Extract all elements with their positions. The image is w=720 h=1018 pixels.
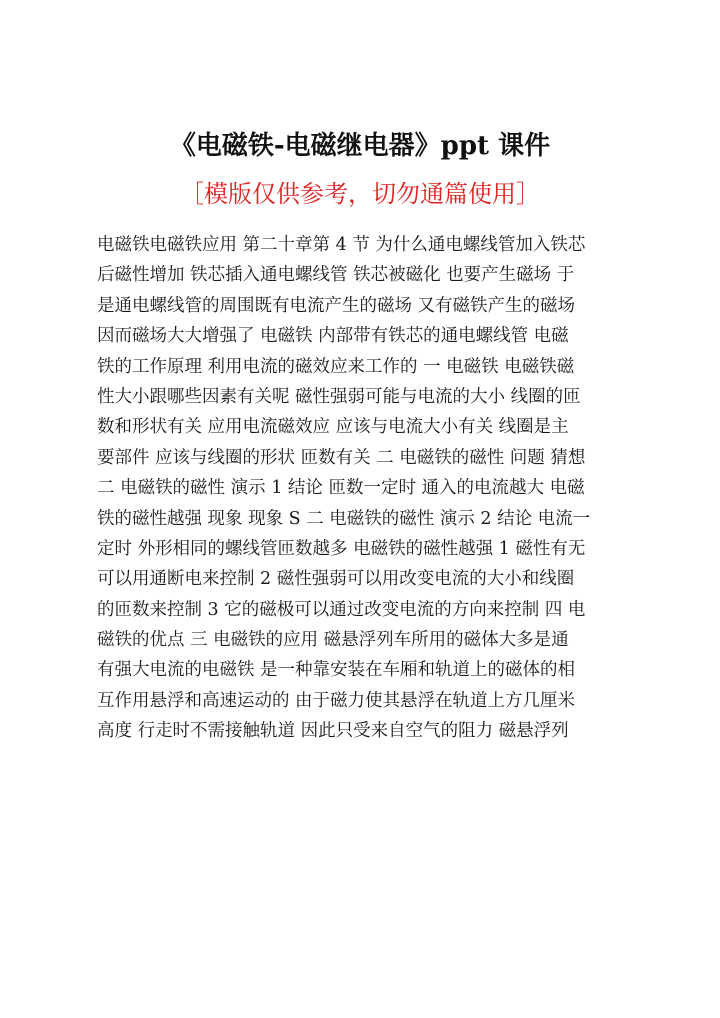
body-line: 二 电磁铁的磁性 演示 1 结论 匝数一定时 通入的电流越大 电磁: [97, 478, 585, 499]
body-line: 电磁铁电磁铁应用 第二十章第 4 节 为什么通电螺线管加入铁芯: [97, 235, 586, 255]
body-line: 因而磁场大大增强了 电磁铁 内部带有铁芯的通电螺线管 电磁: [97, 326, 569, 347]
body-line: 铁的工作原理 利用电流的磁效应来工作的 一 电磁铁 电磁铁磁: [97, 356, 575, 377]
document-body: [97, 230, 632, 747]
document-title: 《电磁铁-电磁继电器》ppt 课件: [169, 131, 551, 161]
body-line: 高度 行走时不需接触轨道 因此只受来自空气的阻力 磁悬浮列: [97, 721, 569, 742]
body-line: 定时 外形相同的螺线管匝数越多 电磁铁的磁性越强 1 磁性有无: [97, 538, 586, 559]
body-line: 数和形状有关 应用电流磁效应 应该与电流大小有关 线圈是主: [97, 417, 569, 438]
body-line: 铁的磁性越强 现象 现象 S 二 电磁铁的磁性 演示 2 结论 电流一: [97, 508, 591, 529]
body-line: 性大小跟哪些因素有关呢 磁性强弱可能与电流的大小 线圈的匝: [97, 386, 581, 407]
body-line: 有强大电流的电磁铁 是一种靠安装在车厢和轨道上的磁体的相: [97, 660, 576, 681]
body-line: 可以用通断电来控制 2 磁性强弱可以用改变电流的大小和线圈: [97, 569, 575, 590]
body-line: 是通电螺线管的周围既有电流产生的磁场 又有磁铁产生的磁场: [97, 295, 576, 316]
body-line: 的匝数来控制 3 它的磁极可以通过改变电流的方向来控制 四 电: [97, 599, 586, 620]
body-line: 互作用悬浮和高速运动的 由于磁力使其悬浮在轨道上方几厘米: [97, 690, 576, 711]
document-subtitle-notice: ［模版仅供参考，切勿通篇使用］: [180, 180, 540, 208]
body-line: 磁铁的优点 三 电磁铁的应用 磁悬浮列车所用的磁体大多是通: [97, 630, 569, 651]
body-line: 后磁性增加 铁芯插入通电螺线管 铁芯被磁化 也要产生磁场 于: [97, 265, 575, 286]
body-line: 要部件 应该与线圈的形状 匝数有关 二 电磁铁的磁性 问题 猜想: [97, 447, 586, 468]
